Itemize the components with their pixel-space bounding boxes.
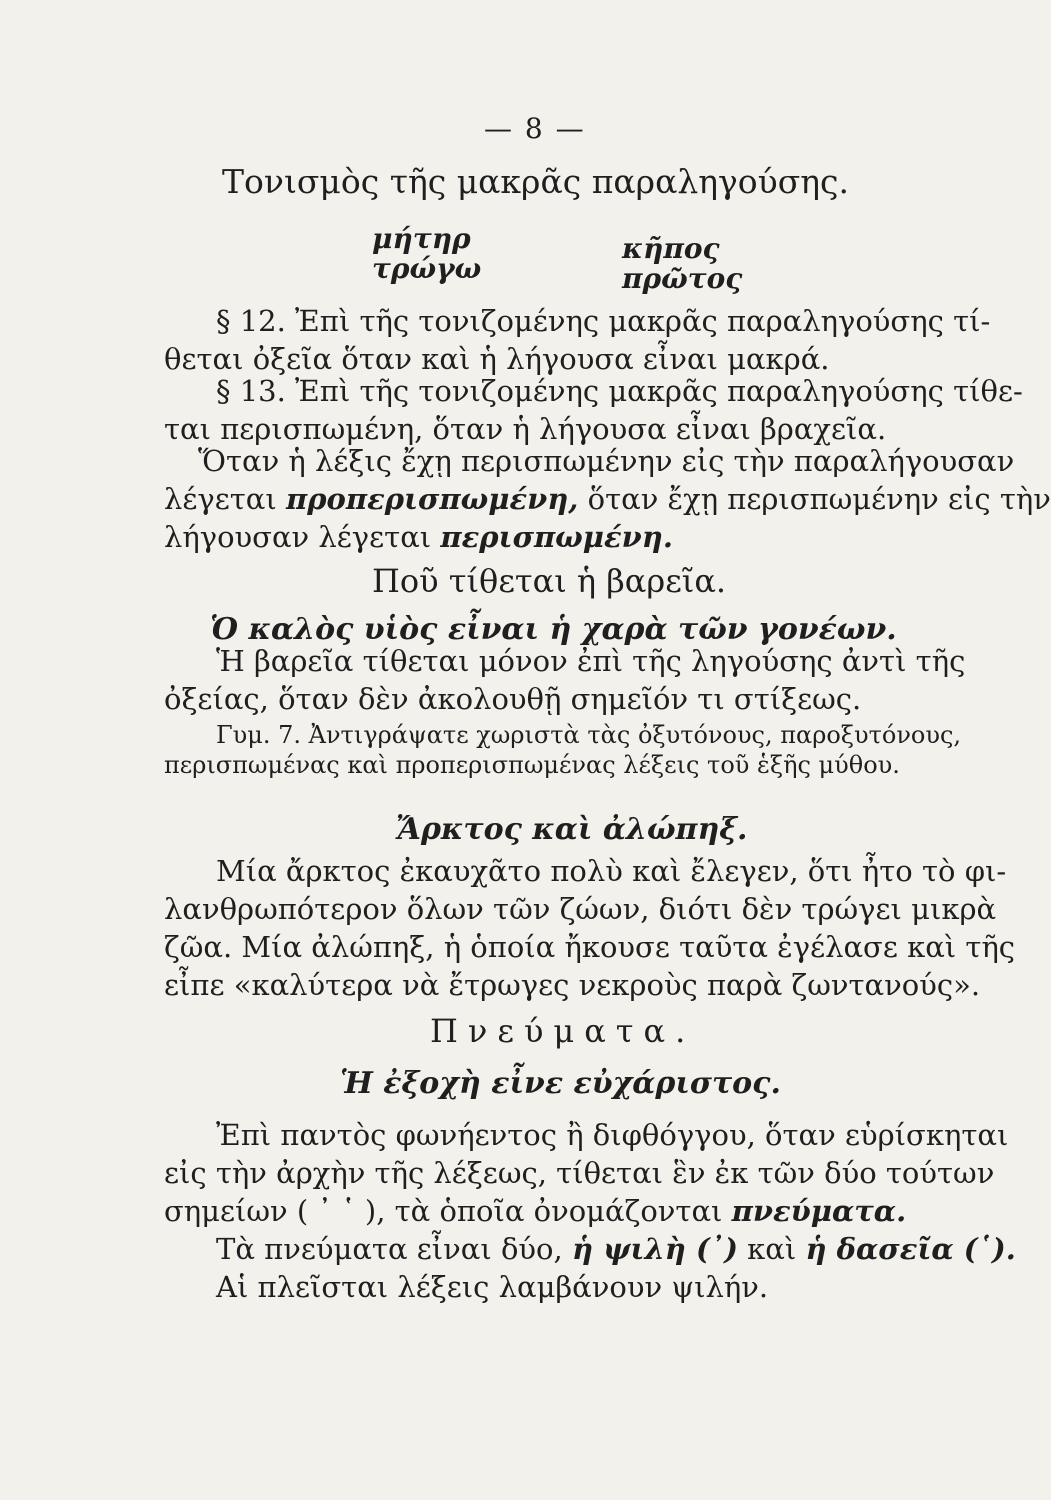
exercise-line: περισπωμένας καὶ προπερισπωμένας λέξεις τοῦ ἑξῆς μύθου.	[164, 751, 900, 779]
rule-13-line: ται περισπωμένη, ὅταν ἡ λήγουσα εἶναι βραχεῖα.	[164, 412, 887, 446]
page-number: — 8 —	[484, 112, 586, 145]
pneumata-line: Ἐπὶ παντὸς φωνήεντος ἢ διφθόγγου, ὅταν εὑρίσκηται	[216, 1118, 1009, 1152]
pneumata-line: Τὰ πνεύματα εἶναι δύο, ἡ ψιλὴ (᾿) καὶ ἡ δασεῖα (῾).	[216, 1232, 1016, 1266]
definition-line: Ὅταν ἡ λέξις ἔχῃ περισπωμένην εἰς τὴν παραλήγουσαν	[198, 444, 1015, 478]
bareia-rule	[164, 642, 965, 718]
fable-line: εἶπε «καλύτερα νὰ ἔτρωγες νεκροὺς παρὰ ζωντανούς».	[164, 968, 981, 1002]
example-bareia: Ὁ καλὸς υἱὸς εἶναι ἡ χαρὰ τῶν γονέων.	[210, 612, 897, 647]
rule-12-line: § 12. Ἐπὶ τῆς τονιζομένης μακρᾶς παραληγούσης τί-	[216, 304, 991, 338]
section-title: Τονισμὸς τῆς μακρᾶς παραληγούσης.	[222, 162, 849, 201]
term-properispomeni: προπερισπωμένη,	[285, 482, 579, 516]
pneumata-paragraph	[164, 1116, 1016, 1306]
fable-line: λανθρωπότερον ὅλων τῶν ζώων, διότι δὲν τρώγει μικρὰ	[164, 892, 997, 926]
definition-paragraph	[164, 442, 1051, 556]
term-pneumata: πνεύματα.	[731, 1194, 907, 1228]
rule-12-line: θεται ὀξεῖα ὅταν καὶ ἡ λήγουσα εἶναι μακρά.	[164, 342, 830, 376]
fable-line: ζῶα. Μία ἀλώπηξ, ἡ ὁποία ἤκουσε ταῦτα ἐγέλασε καὶ τῆς	[164, 930, 1016, 964]
term-perispomeni: περισπωμένη.	[440, 520, 673, 554]
pneumata-line: σημείων ( ᾿ ῾ ), τὰ ὁποῖα ὀνομάζονται πνεύματα.	[164, 1194, 907, 1228]
example-word: μήτηρ	[372, 222, 471, 255]
exercise-line: Γυμ. 7. Ἀντιγράψατε χωριστὰ τὰς ὀξυτόνους, παροξυτόνους,	[216, 721, 962, 749]
fable-line: Μία ἄρκτος ἐκαυχᾶτο πολὺ καὶ ἔλεγεν, ὅτι ἦτο τὸ φι-	[216, 854, 1007, 888]
example-word: τρώγω	[372, 252, 482, 285]
bareia-rule-line: ὀξείας, ὅταν δὲν ἀκολουθῇ σημεῖόν τι στίξεως.	[164, 682, 862, 716]
example-word: πρῶτος	[622, 262, 743, 295]
rule-13-line: § 13. Ἐπὶ τῆς τονιζομένης μακρᾶς παραληγούσης τίθε-	[216, 374, 1023, 408]
rule-12	[164, 302, 990, 378]
bareia-rule-line: Ἡ βαρεῖα τίθεται μόνον ἐπὶ τῆς ληγούσης ἀντὶ τῆς	[216, 644, 966, 678]
rule-13	[164, 372, 1023, 448]
pneumata-line: Αἱ πλεῖσται λέξεις λαμβάνουν ψιλήν.	[216, 1270, 769, 1304]
example-pneumata: Ἡ ἐξοχὴ εἶνε εὐχάριστος.	[340, 1066, 781, 1101]
pneumata-line: εἰς τὴν ἀρχὴν τῆς λέξεως, τίθεται ἓν ἐκ τῶν δύο τούτων	[164, 1156, 995, 1190]
term-psili: ἡ ψιλὴ (᾿)	[571, 1232, 738, 1266]
definition-line: λέγεται προπερισπωμένη, ὅταν ἔχῃ περισπωμένην εἰς τὴν	[164, 482, 1051, 516]
fable-title: Ἄρκτος καὶ ἀλώπηξ.	[396, 812, 748, 847]
definition-line: λήγουσαν λέγεται περισπωμένη.	[164, 520, 673, 554]
heading-bareia: Ποῦ τίθεται ἡ βαρεῖα.	[372, 562, 727, 600]
exercise-7	[164, 720, 961, 780]
term-daseia: ἡ δασεῖα (῾).	[805, 1232, 1016, 1266]
example-word: κῆπος	[622, 232, 720, 265]
fable-text	[164, 852, 1015, 1004]
heading-pneumata: Πνεύματα.	[430, 1012, 696, 1050]
